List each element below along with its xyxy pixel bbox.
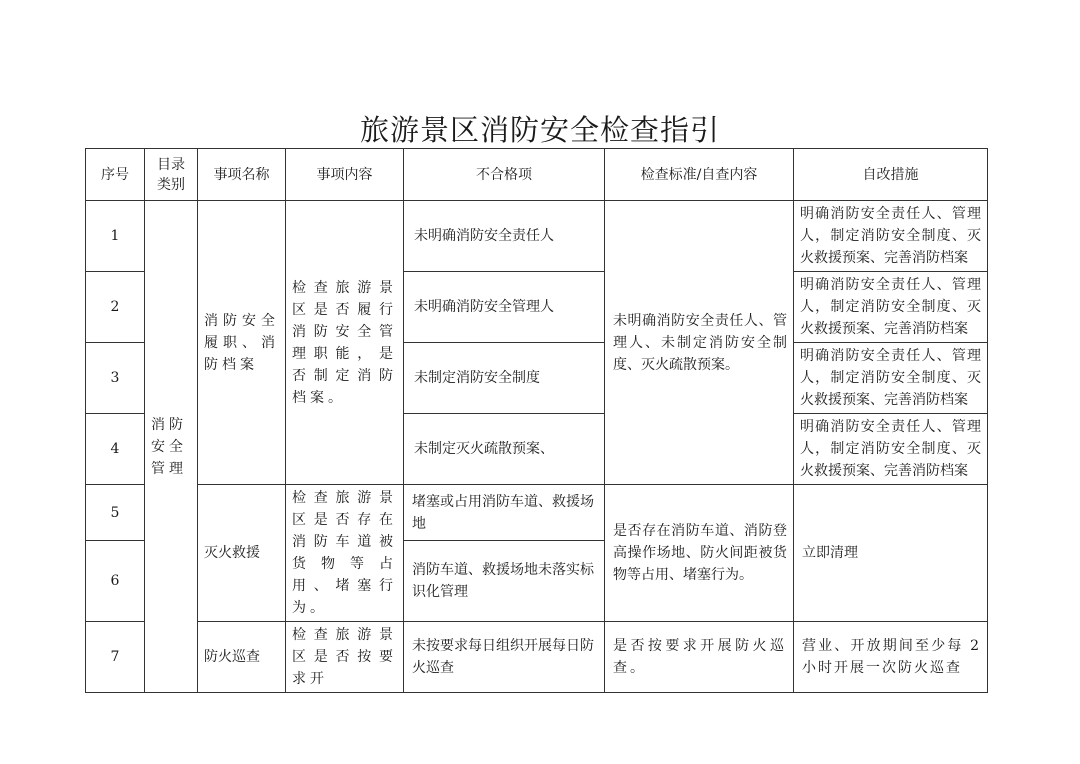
measure-cell: 立即清理 xyxy=(794,485,988,622)
header-nonconformity: 不合格项 xyxy=(404,149,605,201)
measure-cell: 明确消防安全责任人、管理人，制定消防安全制度、灭火救援预案、完善消防档案 xyxy=(794,343,988,414)
header-measures: 自改措施 xyxy=(794,149,988,201)
header-seq: 序号 xyxy=(86,149,145,201)
header-item-content: 事项内容 xyxy=(286,149,404,201)
seq-cell: 7 xyxy=(86,622,145,693)
measure-cell: 明确消防安全责任人、管理人，制定消防安全制度、灭火救援预案、完善消防档案 xyxy=(794,272,988,343)
seq-cell: 2 xyxy=(86,272,145,343)
nonconformity-cell: 消防车道、救援场地未落实标识化管理 xyxy=(404,541,605,622)
item-content-cell: 检查旅游景区是否按要求开 xyxy=(286,622,404,693)
table-row xyxy=(86,622,988,693)
category-cell: 消防安全管理 xyxy=(145,201,198,693)
nonconformity-cell: 未明确消防安全管理人 xyxy=(404,272,605,343)
nonconformity-cell: 未制定灭火疏散预案、 xyxy=(404,414,605,485)
measure-cell: 营业、开放期间至少每 2小时开展一次防火巡查 xyxy=(794,622,988,693)
standard-cell: 是否按要求开展防火巡查。 xyxy=(605,622,794,693)
seq-cell: 5 xyxy=(86,485,145,541)
item-name-cell: 消防安全履职、消防档案 xyxy=(198,201,286,485)
item-name-cell: 防火巡查 xyxy=(198,622,286,693)
measure-cell: 明确消防安全责任人、管理人，制定消防安全制度、灭火救援预案、完善消防档案 xyxy=(794,414,988,485)
seq-cell: 1 xyxy=(86,201,145,272)
header-item-name: 事项名称 xyxy=(198,149,286,201)
item-content-cell: 检查旅游景区是否存在消防车道被货物等占用、堵塞行为。 xyxy=(286,485,404,622)
nonconformity-cell: 未按要求每日组织开展每日防火巡查 xyxy=(404,622,605,693)
header-standard: 检查标准/自查内容 xyxy=(605,149,794,201)
seq-cell: 6 xyxy=(86,541,145,622)
header-row xyxy=(86,149,988,201)
measure-cell: 明确消防安全责任人、管理人，制定消防安全制度、灭火救援预案、完善消防档案 xyxy=(794,201,988,272)
item-name-cell: 灭火救援 xyxy=(198,485,286,622)
table-row xyxy=(86,485,988,541)
item-content-cell: 检查旅游景区是否履行消防安全管理职能，是否制定消防档案。 xyxy=(286,201,404,485)
nonconformity-cell: 未制定消防安全制度 xyxy=(404,343,605,414)
table-row xyxy=(86,201,988,272)
header-category: 目录类别 xyxy=(145,149,198,201)
standard-cell: 未明确消防安全责任人、管理人、未制定消防安全制度、灭火疏散预案。 xyxy=(605,201,794,485)
nonconformity-cell: 堵塞或占用消防车道、救援场地 xyxy=(404,485,605,541)
seq-cell: 4 xyxy=(86,414,145,485)
seq-cell: 3 xyxy=(86,343,145,414)
nonconformity-cell: 未明确消防安全责任人 xyxy=(404,201,605,272)
standard-cell: 是否存在消防车道、消防登高操作场地、防火间距被货物等占用、堵塞行为。 xyxy=(605,485,794,622)
document-title: 旅游景区消防安全检查指引 xyxy=(359,113,720,147)
inspection-table xyxy=(85,148,988,693)
